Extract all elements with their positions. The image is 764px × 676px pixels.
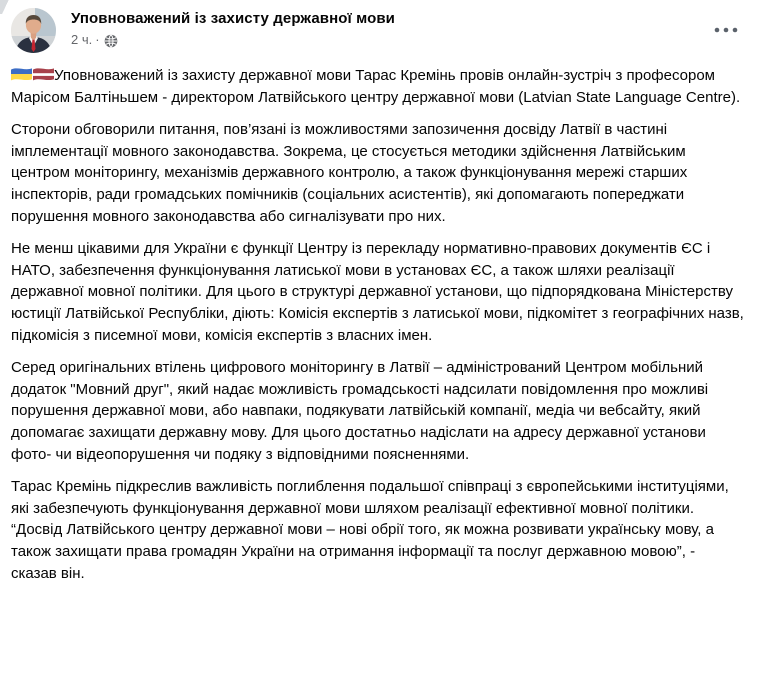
post-header-info — [71, 8, 395, 48]
screenshot-corner-artifact — [0, 0, 9, 14]
post-meta — [71, 32, 395, 48]
post-body — [0, 53, 764, 584]
post-header — [0, 0, 764, 53]
avatar-portrait-graphic — [11, 8, 56, 53]
post-paragraph — [11, 476, 744, 585]
ellipsis-icon — [713, 26, 739, 34]
post-paragraph — [11, 119, 744, 228]
meta-separator: · — [95, 32, 100, 47]
post-paragraph — [11, 238, 744, 347]
timestamp[interactable]: 2 ч. — [71, 32, 93, 47]
post-paragraph — [11, 357, 744, 466]
latvia-flag-icon — [33, 67, 54, 82]
paragraph-text: Тарас Кремінь підкреслив важливість поглиблення подальшої співпраці з європейськими інституціями, які забезпечують функціонування державної мови шляхом реалізації ефективної мовної політики. “Досвід Латвійського центру державної мови – нові обрії того, як можна розвивати українську мову, а також захищати права громадян України на отримання інформації та послуг державною мовою”, - сказав він. — [11, 477, 729, 582]
post-paragraph — [11, 65, 744, 108]
paragraph-text: Серед оригінальних втілень цифрового моніторингу в Латвії – адміністрований Центром мобільний додаток "Мовний друг", який надає можливість громадськості надсилати повідомлення про можливі порушення державної мови, або навпаки, подякувати латвійській компанії, медіа чи вебсайту, який допомагає захищати державну мову. Для цього достатньо надіслати на адресу державної установи фото- чи відеопорушення чи подяку з відповідними поясненнями. — [11, 358, 709, 463]
avatar[interactable] — [11, 8, 56, 53]
paragraph-text: Сторони обговорили питання, пов’язані із можливостями запозичення досвіду Латвії в частині імплементації мовного законодавства. Зокрема, це стосується методики здійснення Латвійським центром моніторингу, механізмів державного контролю, а також функціонування мережі старших інспекторів, ради громадських помічників (соціальних асистентів), які допомагають попереджати порушення мовного законодавства або сигналізувати про них. — [11, 120, 688, 225]
paragraph-text: Не менш цікавими для України є функції Центру із перекладу нормативно-правових документів ЄС і НАТО, забезпечення функціонування латиської мови в установах ЄС, а також шляхи реалізації державної мовної політики. Для цього в структурі державної установи, що підпорядкована Міністерству юстиції Латвійської Республіки, діють: Комісія експертів з латиської мови, підкомітет з географічних назв, підкомісія з писемної мови, комісія експертів з власних імен. — [11, 239, 744, 344]
globe-icon — [104, 34, 118, 48]
paragraph-text: Уповноважений із захисту державної мови Тарас Кремінь провів онлайн-зустріч з професором Марісом Балтіньшем - директором Латвійського центру державної мови (Latvian State Language Centre). — [11, 67, 741, 106]
page-name[interactable]: Уповноважений із захисту державної мови — [71, 10, 395, 27]
ukraine-flag-icon — [11, 67, 32, 82]
more-options-button[interactable] — [709, 24, 743, 36]
